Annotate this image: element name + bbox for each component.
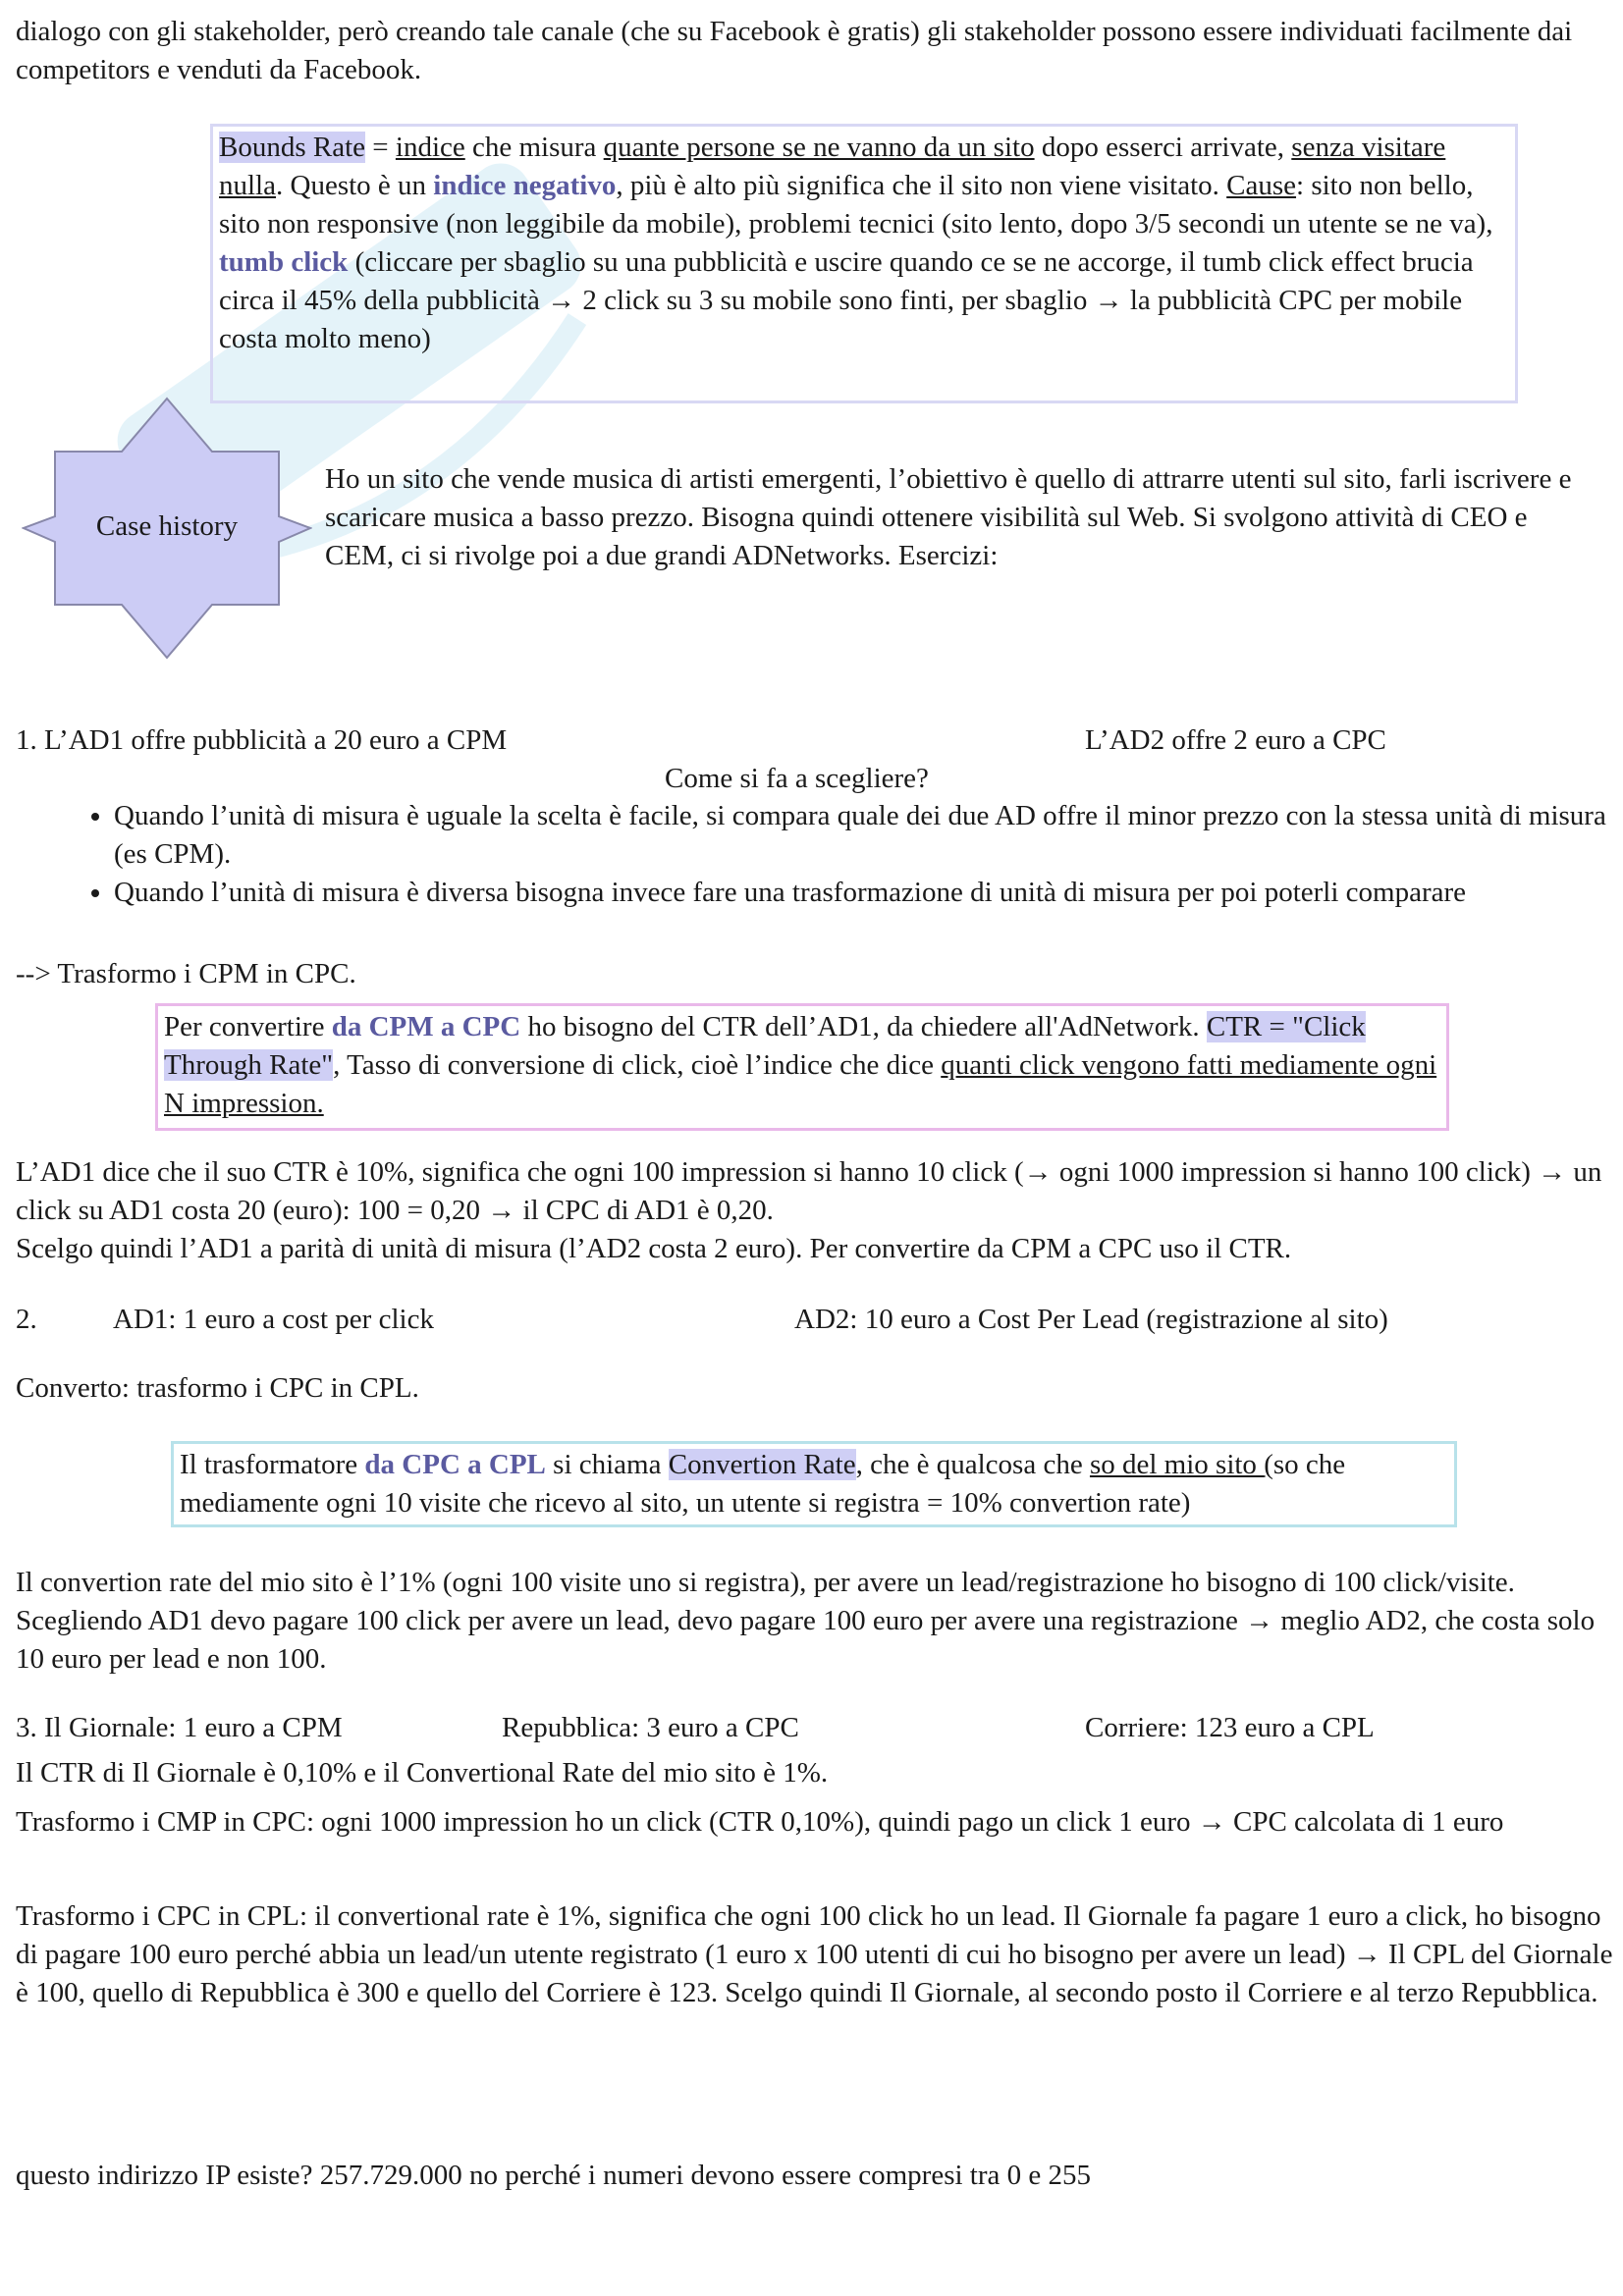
ex3-repubblica: Repubblica: 3 euro a CPC xyxy=(502,1712,799,1743)
bounds-rate-term: Bounds Rate xyxy=(219,132,366,163)
ex3-corriere: Corriere: 123 euro a CPL xyxy=(1085,1712,1375,1743)
ctr-box xyxy=(155,1003,1449,1131)
ex2-left: AD1: 1 euro a cost per click xyxy=(113,1304,434,1335)
ex3-ctr: Il CTR di Il Giornale è 0,10% e il Convertional Rate del mio sito è 1%. xyxy=(16,1757,829,1789)
ex1-choose: Scelgo quindi l’AD1 a parità di unità di misura (l’AD2 costa 2 euro). Per convertire da CPM a CPC uso il CTR. xyxy=(16,1233,1292,1264)
intro-paragraph: dialogo con gli stakeholder, però creando tale canale (che su Facebook è gratis) gli stakeholder possono essere individuati facilmente dai competitors e venduti da Facebook. xyxy=(16,16,1573,85)
text-fragment: . Questo è un xyxy=(276,170,434,201)
ex3-paragraph-1: Trasformo i CMP in CPC: ogni 1000 impression ho un click (CTR 0,10%), quindi pago un click 1 euro → CPC calcolata di 1 euro xyxy=(16,1806,1504,1838)
ex1-right: L’AD2 offre 2 euro a CPC xyxy=(1085,724,1386,756)
text-fragment: : sito non bello, sito non responsive (non leggibile da mobile), problemi tecnici (sito lento, dopo 3/5 secondi un utente se ne va), xyxy=(219,170,1493,240)
text-fragment: (cliccare per sbaglio su una pubblicità e uscire quando ce se ne accorge, il tumb click effect brucia circa il 45% della pubblicità → 2 click su 3 su mobile sono finti, per sbaglio → la pubblicità CPC per mobile costa molto meno) xyxy=(219,246,1474,354)
indice-negativo-text: indice negativo xyxy=(433,170,617,201)
list-item: • Quando l’unità di misura è diversa bisogna invece fare una trasformazione di unità di misura per poi poterli comparare xyxy=(114,874,1616,912)
case-history-text: Ho un sito che vende musica di artisti emergenti, l’obiettivo è quello di attrarre utenti sul sito, farli iscrivere e scaricare musica a basso prezzo. Bisogna quindi ottenere visibilità sul Web. Si svolgono attività di CEO e CEM, ci si rivolge poi a due grandi ADNetworks. Esercizi: xyxy=(325,463,1572,571)
senza-visitare-text: senza visitare nulla xyxy=(219,132,1446,201)
ctr-term: CTR = "Click Through Rate" xyxy=(164,1011,1366,1081)
cause-text: Cause xyxy=(1226,170,1297,201)
so-del-mio-sito-text: so del mio sito xyxy=(1089,1449,1265,1480)
ex2-convert: Converto: trasformo i CPC in CPL. xyxy=(16,1372,419,1404)
list-item: • Quando l’unità di misura è uguale la scelta è facile, si compara quale dei due AD offre il minor prezzo con la stessa unità di misura (es CPM). xyxy=(114,797,1616,874)
text-fragment: so che mediamente ogni 10 visite che ricevo al sito, un utente si registra = 10% convertion rate) xyxy=(180,1449,1346,1519)
ex1-bullet-list xyxy=(69,797,1616,912)
convertion-rate-term: Convertion Rate xyxy=(668,1449,856,1480)
ex1-transform: --> Trasformo i CPM in CPC. xyxy=(16,958,356,989)
text-fragment: Il trasformatore xyxy=(180,1449,365,1480)
bounds-rate-box xyxy=(210,124,1518,403)
text-fragment: , Tasso di conversione di click, cioè l’indice che dice xyxy=(333,1049,942,1081)
ex2-number: 2. xyxy=(16,1304,37,1335)
text-fragment: ( xyxy=(1264,1449,1273,1480)
ex3-giornale: 3. Il Giornale: 1 euro a CPM xyxy=(16,1712,343,1743)
ip-note: questo indirizzo IP esiste? 257.729.000 no perché i numeri devono essere compresi tra 0 e 255 xyxy=(16,2160,1091,2191)
convertion-rate-box xyxy=(171,1441,1457,1527)
text-fragment: Per convertire xyxy=(164,1011,332,1042)
tumb-click-text: tumb click xyxy=(219,246,349,278)
case-history-label: Case history xyxy=(95,510,239,542)
ex1-question: Come si fa a scegliere? xyxy=(665,763,929,794)
ex2-right: AD2: 10 euro a Cost Per Lead (registrazione al sito) xyxy=(794,1304,1388,1335)
text-fragment: = xyxy=(365,132,396,163)
text-fragment: , più è alto più significa che il sito non viene visitato. xyxy=(616,170,1227,201)
quante-persone-text: quante persone se ne vanno da un sito xyxy=(603,132,1035,163)
cpm-cpc-term: da CPM a CPC xyxy=(331,1011,521,1042)
text-fragment: dopo esserci arrivate, xyxy=(1034,132,1292,163)
text-fragment: che misura xyxy=(464,132,604,163)
indice-text: indice xyxy=(395,132,465,163)
ex1-left: 1. L’AD1 offre pubblicità a 20 euro a CPM xyxy=(16,724,508,756)
ex1-explain: L’AD1 dice che il suo CTR è 10%, significa che ogni 100 impression si hanno 10 click (→ ogni 1000 impression si hanno 100 click) → un click su AD1 costa 20 (euro): 100 = 0,20 → il CPC di AD1 è 0,20. xyxy=(16,1156,1602,1226)
quanti-click-text: quanti click vengono fatti mediamente ogni N impression. xyxy=(164,1049,1437,1119)
cpc-cpl-term: da CPC a CPL xyxy=(364,1449,546,1480)
text-fragment: si chiama xyxy=(545,1449,669,1480)
text-fragment: , che è qualcosa che xyxy=(855,1449,1090,1480)
ex3-paragraph-2: Trasformo i CPC in CPL: il convertional rate è 1%, significa che ogni 100 click ho un lead. Il Giornale fa pagare 1 euro a click, ho bisogno di pagare 100 euro perché abbia un lead/un utente registrato (1 euro x 100 utenti di cui ho bisogno per avere un lead) → Il CPL del Giornale è 100, quello di Repubblica è 300 e quello del Corriere è 123. Scelgo quindi Il Giornale, al secondo posto il Corriere e al terzo Repubblica. xyxy=(16,1900,1613,2008)
ex2-explain: Il convertion rate del mio sito è l’1% (ogni 100 visite uno si registra), per avere un lead/registrazione ho bisogno di 100 click/visite. Scegliendo AD1 devo pagare 100 click per avere un lead, devo pagare 100 euro per avere una registrazione → meglio AD2, che costa solo 10 euro per lead e non 100. xyxy=(16,1567,1596,1675)
text-fragment: ho bisogno del CTR dell’AD1, da chiedere all'AdNetwork. xyxy=(520,1011,1207,1042)
